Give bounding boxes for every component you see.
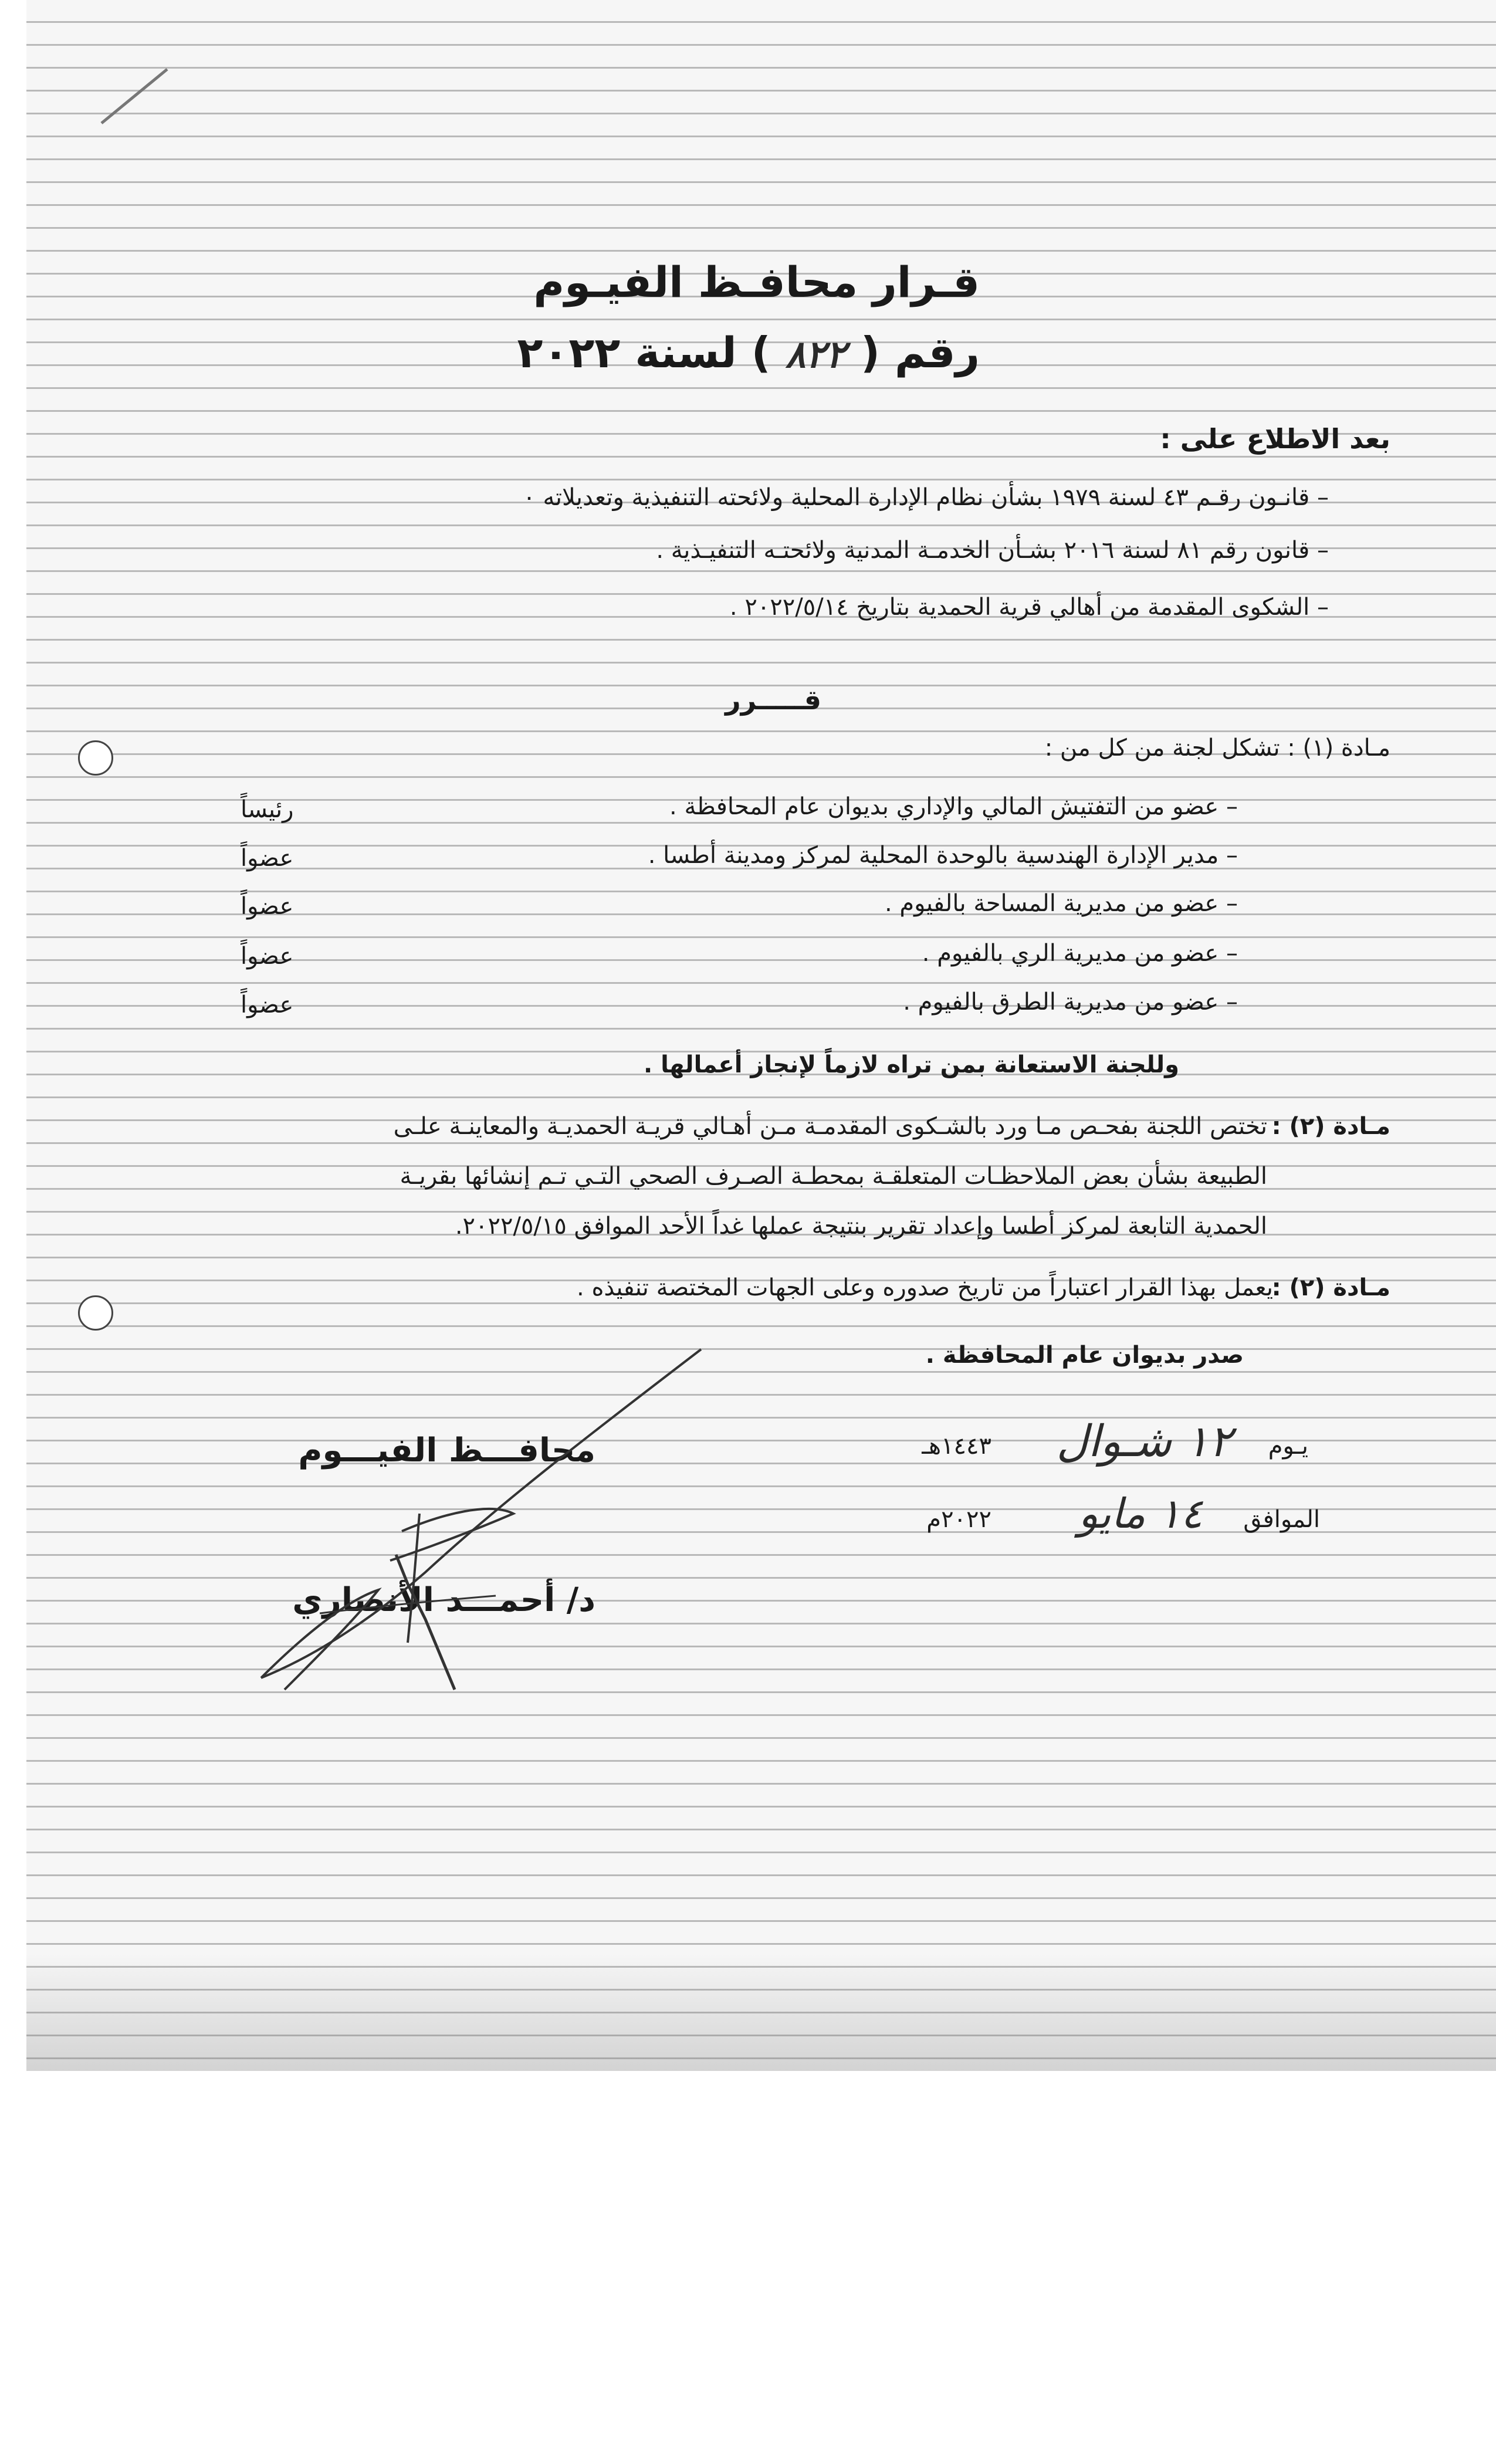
- article-3-text: يعمل بهذا القرار اعتباراً من تاريخ صدوره وعلى الجهات المختصة تنفيذه .: [577, 1274, 1273, 1301]
- preamble-heading: بعد الاطلاع على :: [1160, 423, 1390, 455]
- member-2-text: – مدير الإدارة الهندسية بالوحدة المحلية لمركز ومدينة أطسا .: [648, 842, 1238, 869]
- pen-stroke-mark: [97, 65, 173, 129]
- punch-hole-bottom: [78, 1295, 113, 1331]
- article-2-line-3: الحمدية التابعة لمركز أطسا وإعداد تقرير بنتيجة عملها غداً الأحد الموافق ٢٠٢٢/٥/١٥.: [455, 1213, 1267, 1240]
- article-2-line-1: تختص اللجنة بفحـص مـا ورد بالشـكوى المقدمـة مـن أهـالي قريـة الحمديـة والمعاينـة علـى: [393, 1113, 1267, 1140]
- preamble-item-2: – قانون رقم ٨١ لسنة ٢٠١٦ بشـأن الخدمـة المدنية ولائحتـه التنفيـذية .: [656, 537, 1329, 564]
- issued-statement: صدر بديوان عام المحافظة .: [925, 1342, 1244, 1369]
- member-3-role: عضواً: [241, 893, 294, 920]
- article-2-label: مـادة (٢) :: [1271, 1113, 1390, 1140]
- document-page: [26, 0, 1496, 2071]
- member-1-role: رئيساً: [241, 796, 294, 823]
- member-5-text: – عضو من مديرية الطرق بالفيوم .: [903, 989, 1238, 1016]
- article-1-note: وللجنة الاستعانة بمن تراه لازماً لإنجاز أعمالها .: [644, 1051, 1179, 1078]
- date-day-label: يـوم: [1268, 1433, 1308, 1460]
- preamble-item-3: – الشكوى المقدمة من أهالي قرية الحمدية بتاريخ ٢٠٢٢/٥/١٤ .: [729, 594, 1329, 621]
- member-4-role: عضواً: [241, 943, 294, 970]
- date-greg-handwritten: ١٤ مايو: [1078, 1490, 1203, 1538]
- article-1-heading: مـادة (١) : تشكل لجنة من كل من :: [1044, 735, 1390, 761]
- article-2-line-2: الطبيعة بشأن بعض الملاحظـات المتعلقـة بمحطـة الصـرف الصحي التـي تـم إنشائها بقريـة: [400, 1163, 1267, 1190]
- decree-number-suffix: ) لسنة ٢٠٢٢: [517, 328, 771, 377]
- date-greg-year: ٢٠٢٢م: [926, 1506, 991, 1533]
- decree-number-handwritten: ٨٢٢: [785, 333, 846, 377]
- decision-heading: قـــــرر: [725, 684, 821, 716]
- member-1-text: – عضو من التفتيش المالي والإداري بديوان عام المحافظة .: [669, 793, 1238, 820]
- date-day-handwritten: ١٢ شـوال: [1056, 1416, 1232, 1467]
- date-corresponding-label: الموافق: [1243, 1506, 1320, 1533]
- decree-number-line: [517, 328, 980, 377]
- decree-number-prefix: رقم (: [860, 328, 980, 377]
- handwritten-signature: [249, 1338, 707, 1701]
- member-2-role: عضواً: [241, 845, 294, 872]
- decree-title: قـرار محافـظ الفيـوم: [533, 258, 980, 307]
- member-4-text: – عضو من مديرية الري بالفيوم .: [922, 940, 1238, 967]
- member-5-role: عضواً: [241, 991, 294, 1018]
- punch-hole-top: [78, 740, 113, 776]
- signatory-position: محافـــظ الفيـــوم: [298, 1431, 595, 1470]
- member-3-text: – عضو من مديرية المساحة بالفيوم .: [884, 890, 1238, 917]
- date-hijri-year: ١٤٤٣هـ: [922, 1433, 991, 1460]
- signatory-name: د/ أحمـــد الأنصاري: [292, 1581, 595, 1619]
- preamble-item-1: – قانـون رقـم ٤٣ لسنة ١٩٧٩ بشأن نظام الإدارة المحلية ولائحته التنفيذية وتعديلاته ٠: [523, 484, 1329, 511]
- article-3-label: مـادة (٢) :: [1271, 1274, 1390, 1301]
